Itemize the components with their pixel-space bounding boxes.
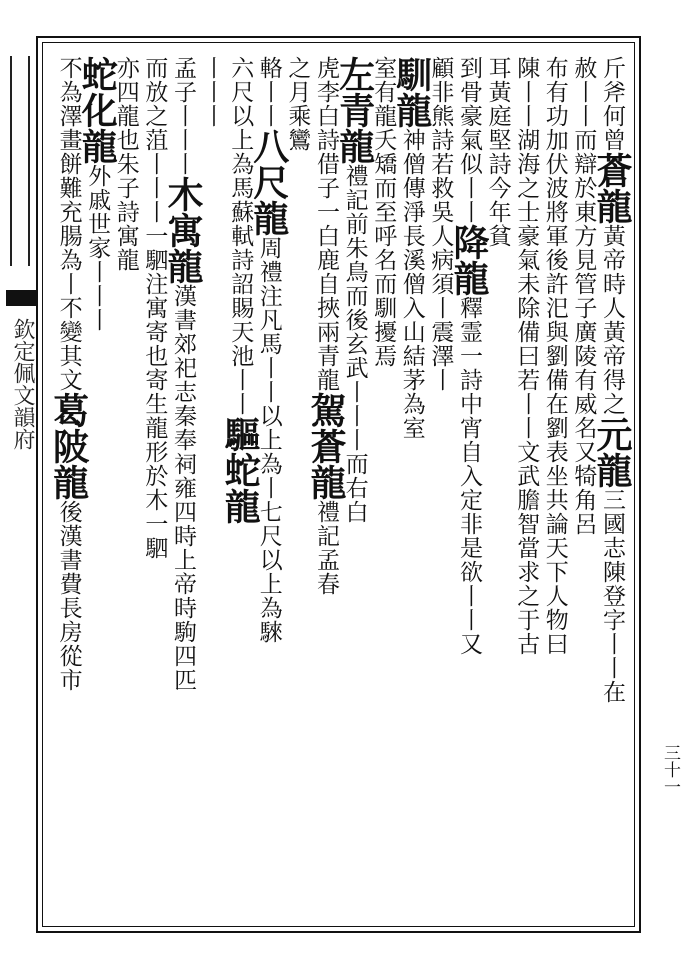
headword: 蛇化龍 — [76, 56, 119, 164]
text-column — [76, 56, 119, 332]
page-number: 三十一 — [660, 744, 680, 795]
column-text: 虎李白詩借子一白鹿自挾兩青龍 — [313, 56, 339, 392]
column-text: 之月乘鸞 — [284, 56, 311, 152]
text-column — [569, 56, 597, 536]
column-text: 三國志陳登字丨丨在 — [599, 488, 625, 704]
column-text: 到骨豪氣似丨丨 — [456, 56, 482, 224]
headword: 蒼龍 — [591, 152, 633, 224]
text-column — [541, 56, 569, 656]
headword: 八尺龍 — [247, 128, 290, 236]
text-column — [140, 56, 168, 560]
column-text: 漢書郊祀志秦奉祠雍四時上帝時駒四匹 — [170, 284, 196, 692]
headword: 葛陂龍 — [47, 392, 90, 500]
column-text: 斤斧何曾 — [599, 56, 625, 152]
book-title: 欽定佩文韻府 — [10, 318, 35, 450]
column-text: 禮記前朱鳥而後玄武丨丨丨而右白 — [341, 164, 368, 524]
text-column — [198, 56, 226, 128]
text-column — [512, 56, 540, 656]
text-column — [47, 56, 90, 692]
column-text: 黃帝時人黃帝得之 — [599, 224, 625, 416]
column-text: 孟子丨丨丨 — [170, 56, 196, 176]
headword: 馴龍 — [390, 56, 433, 128]
column-text: 神僧傳淨長溪僧入山結茅為室 — [398, 128, 425, 440]
column-text: 耳黃庭堅詩今年貧 — [484, 56, 511, 248]
headword: 木寓龍 — [162, 176, 204, 284]
text-column — [448, 56, 490, 656]
text-column — [247, 56, 290, 644]
column-text: 亦四龍也朱子詩寓龍 — [112, 56, 139, 272]
column-text: 而辯於東方見管子 — [570, 128, 597, 320]
column-text: 室有龍夭矯而至呼名而馴擾焉 — [370, 56, 397, 368]
margin-fishtail-mark — [10, 56, 30, 266]
text-column — [591, 56, 633, 704]
column-text: 周禮注凡馬丨丨以上為丨七尺以上為騋 — [255, 236, 282, 644]
headword: 降龍 — [448, 224, 490, 296]
headword: 元龍 — [591, 416, 633, 488]
headword: 左青龍 — [333, 56, 376, 164]
text-column — [219, 56, 262, 524]
text-column — [305, 56, 347, 596]
column-text: 丨丨丨一駟注寓寄也寄生龍形於木一駟 — [141, 152, 168, 560]
column-text: 赦丨丨 — [570, 56, 597, 128]
column-text: 陳丨丨湖海之士豪氣未除備曰若丨丨文武膽智當求之于古 — [513, 56, 540, 656]
column-text: 六尺以上為馬蘇軾詩詔賜天池丨丨 — [227, 56, 254, 416]
column-text: 外戚世家丨丨丨 — [84, 164, 111, 332]
column-text: 而放之菹 — [141, 56, 168, 152]
headword: 驅蛇龍 — [219, 416, 262, 524]
text-column — [390, 56, 433, 440]
margin-black-bar — [6, 290, 36, 306]
column-text: 禮記孟春 — [313, 500, 339, 596]
column-text: 布有功加伏波將軍後許汜與劉備在劉表坐共論天下人物曰 — [541, 56, 568, 656]
headword: 駕蒼龍 — [305, 392, 347, 500]
column-text: 顧非熊詩若救吳人病須丨震澤丨 — [427, 56, 454, 392]
column-text: 輅丨丨 — [255, 56, 282, 128]
column-text: 釋霊一詩中宵自入定非是欲丨丨又 — [456, 296, 482, 656]
column-text: 後漢書費長房從市 — [55, 500, 82, 692]
column-text: 不為澤畫餅難充腸 — [55, 56, 82, 248]
text-column — [484, 56, 512, 248]
text-column — [162, 56, 204, 692]
column-text: 丨丨丨 — [198, 56, 225, 128]
column-text: 廣陵有威名又犄角呂 — [570, 320, 597, 536]
column-text: 為丨不變其文 — [55, 248, 82, 392]
